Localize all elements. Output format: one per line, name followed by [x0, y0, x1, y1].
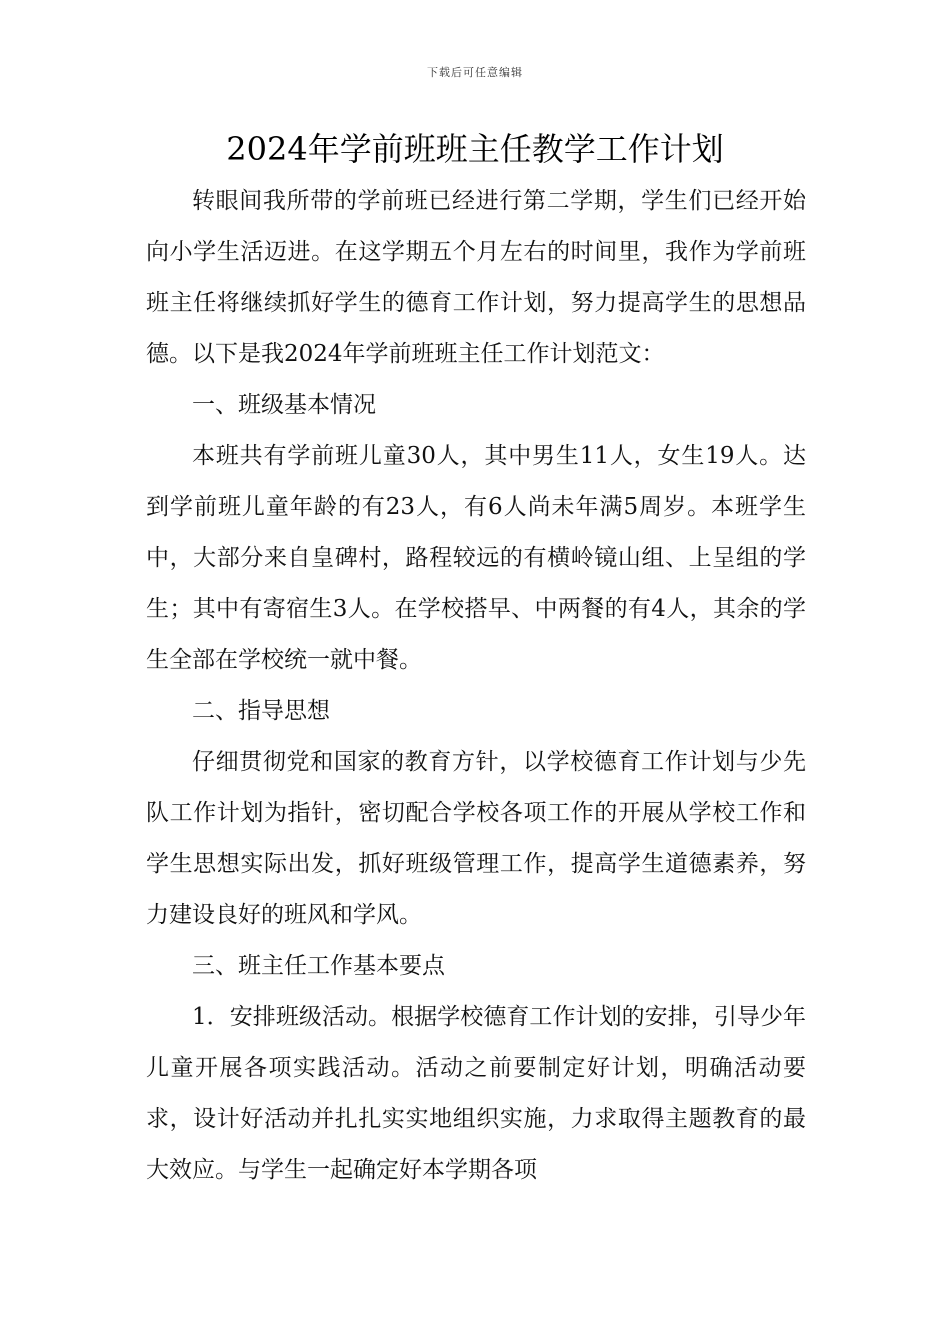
intro-paragraph: 转眼间我所带的学前班已经进行第二学期，学生们已经开始向小学生活迈进。在这学期五个月左右的时间里，我作为学前班班主任将继续抓好学生的德育工作计划，努力提高学生的思想品德。以下是我2024年学前班班主任工作计划范文： [146, 188, 806, 367]
header-note: 下载后可任意编辑 [427, 66, 523, 79]
guiding-ideas-paragraph: 仔细贯彻党和国家的教育方针，以学校德育工作计划与少先队工作计划为指针，密切配合学校各项工作的开展从学校工作和学生思想实际出发，抓好班级管理工作，提高学生道德素养，努力建设良好的班风和学风。 [146, 749, 806, 928]
key-points-paragraph: 1．安排班级活动。根据学校德育工作计划的安排，引导少年儿童开展各项实践活动。活动之前要制定好计划，明确活动要求，设计好活动并扎扎实实地组织实施，力求取得主题教育的最大效应。与学生一起确定好本学期各项 [146, 1004, 806, 1183]
document-title: 2024年学前班班主任教学工作计划 [226, 130, 724, 168]
class-info-paragraph: 本班共有学前班儿童30人，其中男生11人，女生19人。达到学前班儿童年龄的有23人，有6人尚未年满5周岁。本班学生中，大部分来自皇碑村，路程较远的有横岭镜山组、上呈组的学生；其中有寄宿生3人。在学校搭早、中两餐的有4人，其余的学生全部在学校统一就中餐。 [146, 443, 806, 673]
section-heading-key-points: 三、班主任工作基本要点 [192, 953, 445, 979]
section-heading-guiding-ideas: 二、指导思想 [192, 698, 330, 724]
document-body [146, 176, 806, 1196]
section-heading-class-info: 一、班级基本情况 [192, 392, 376, 418]
